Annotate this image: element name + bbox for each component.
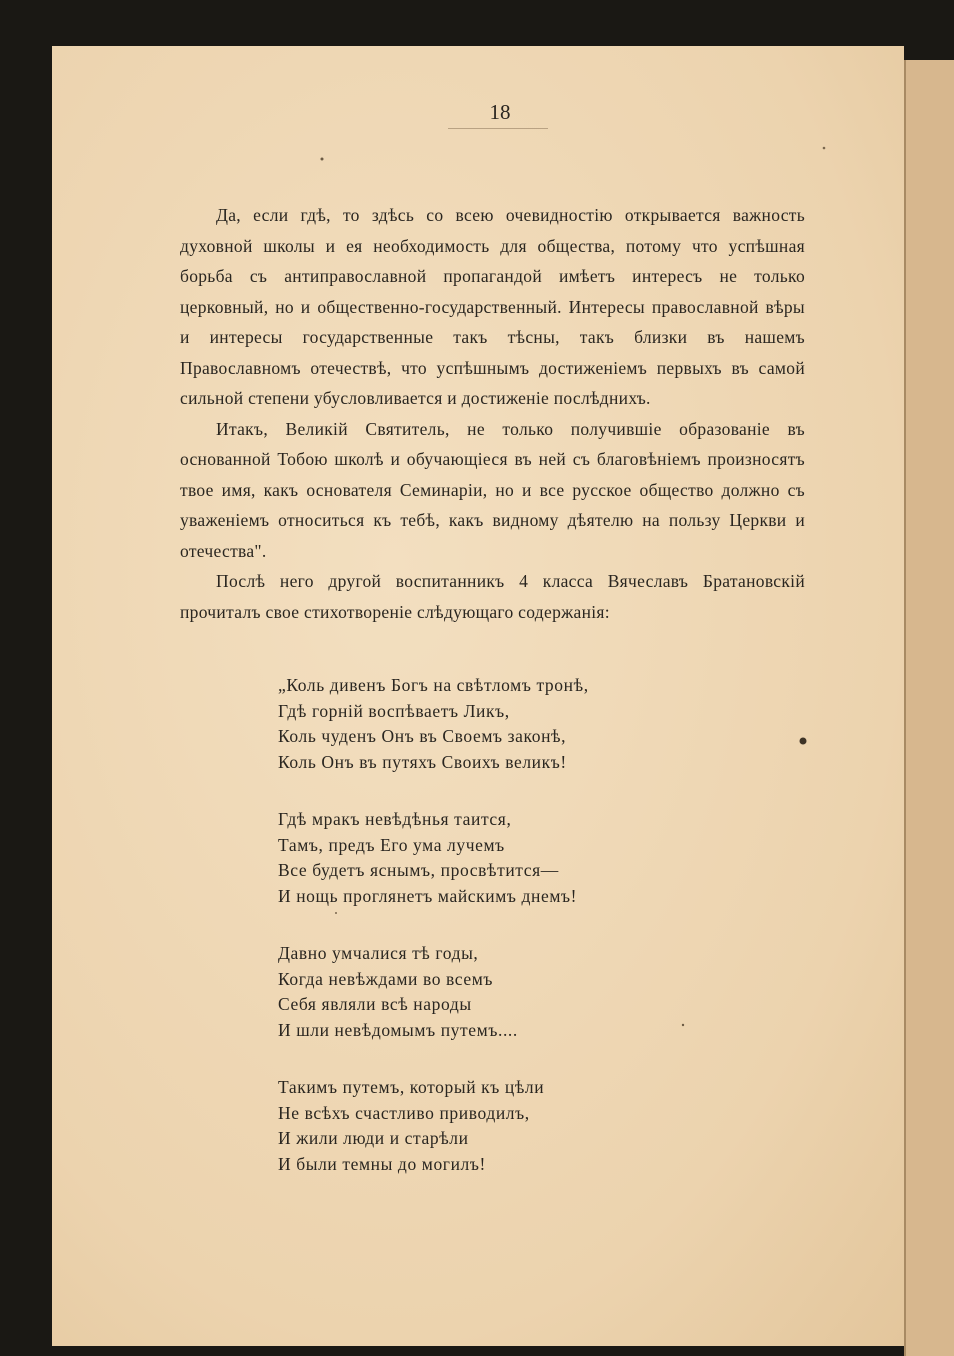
poem-line: Такимъ путемъ, который къ цѣли bbox=[278, 1077, 545, 1097]
poem-line: Коль чуденъ Онъ въ Своемъ законѣ, bbox=[278, 726, 567, 746]
poem-line: „Коль дивенъ Богъ на свѣтломъ тронѣ, bbox=[278, 675, 589, 695]
poem bbox=[278, 673, 698, 1209]
poem-line: Когда невѣждами во всемъ bbox=[278, 968, 494, 989]
poem-stanza bbox=[278, 807, 698, 909]
poem-line: И были темны до могилъ! bbox=[278, 1153, 486, 1174]
poem-line: Коль Онъ въ путяхъ Своихъ великъ! bbox=[278, 751, 567, 772]
poem-stanza bbox=[278, 941, 698, 1043]
poem-line: И нощь проглянетъ майскимъ днемъ! bbox=[278, 885, 578, 906]
poem-line: Себя являли всѣ народы bbox=[278, 994, 472, 1014]
adjacent-page-edge bbox=[904, 60, 954, 1356]
page-number: 18 bbox=[489, 100, 511, 124]
poem-stanza bbox=[278, 1075, 698, 1177]
poem-line: И шли невѣдомымъ путемъ.... bbox=[278, 1019, 518, 1040]
poem-line: Не всѣхъ счастливо приводилъ, bbox=[278, 1102, 530, 1123]
paragraph: Послѣ него другой воспитанникъ 4 класса Вячеславъ Братановскій прочиталъ свое стихотвореніе слѣдующаго содержанія: bbox=[180, 571, 805, 622]
paragraph: Итакъ, Великій Святитель, не только получившіе образованіе въ основанной Тобою школѣ и обучающіеся въ ней съ благовѣніемъ произносятъ твое имя, какъ основателя Семинаріи, но и все русское общество должно съ уваженіемъ относиться къ тебѣ, какъ видному дѣятелю на пользу Церкви и отечества". bbox=[180, 418, 805, 561]
poem-line: Тамъ, предъ Его ума лучемъ bbox=[278, 834, 505, 855]
poem-line: Давно умчалися тѣ годы, bbox=[278, 943, 479, 963]
poem-line: Гдѣ горній воспѣваетъ Ликъ, bbox=[278, 700, 510, 721]
poem-line: Все будетъ яснымъ, просвѣтится— bbox=[278, 860, 559, 880]
poem-stanza bbox=[278, 673, 698, 775]
prose-body bbox=[180, 200, 805, 627]
poem-line: Гдѣ мракъ невѣдѣнья таится, bbox=[278, 809, 512, 829]
poem-line: И жили люди и старѣли bbox=[278, 1128, 469, 1148]
page-number-rule bbox=[448, 128, 548, 129]
paragraph: Да, если гдѣ, то здѣсь со всею очевидностію открывается важность духовной школы и ея необходимость для общества, потому что успѣшная борьба съ антиправославной пропагандой имѣетъ интересъ не только церковный, но и общественно-государственный. Интересы православной вѣры и интересы государственные такъ тѣсны, такъ близки въ нашемъ Православномъ отечествѣ, что успѣшнымъ достиженіемъ первыхъ въ самой сильной степени убусловливается и достиженіе послѣднихъ. bbox=[180, 205, 805, 408]
